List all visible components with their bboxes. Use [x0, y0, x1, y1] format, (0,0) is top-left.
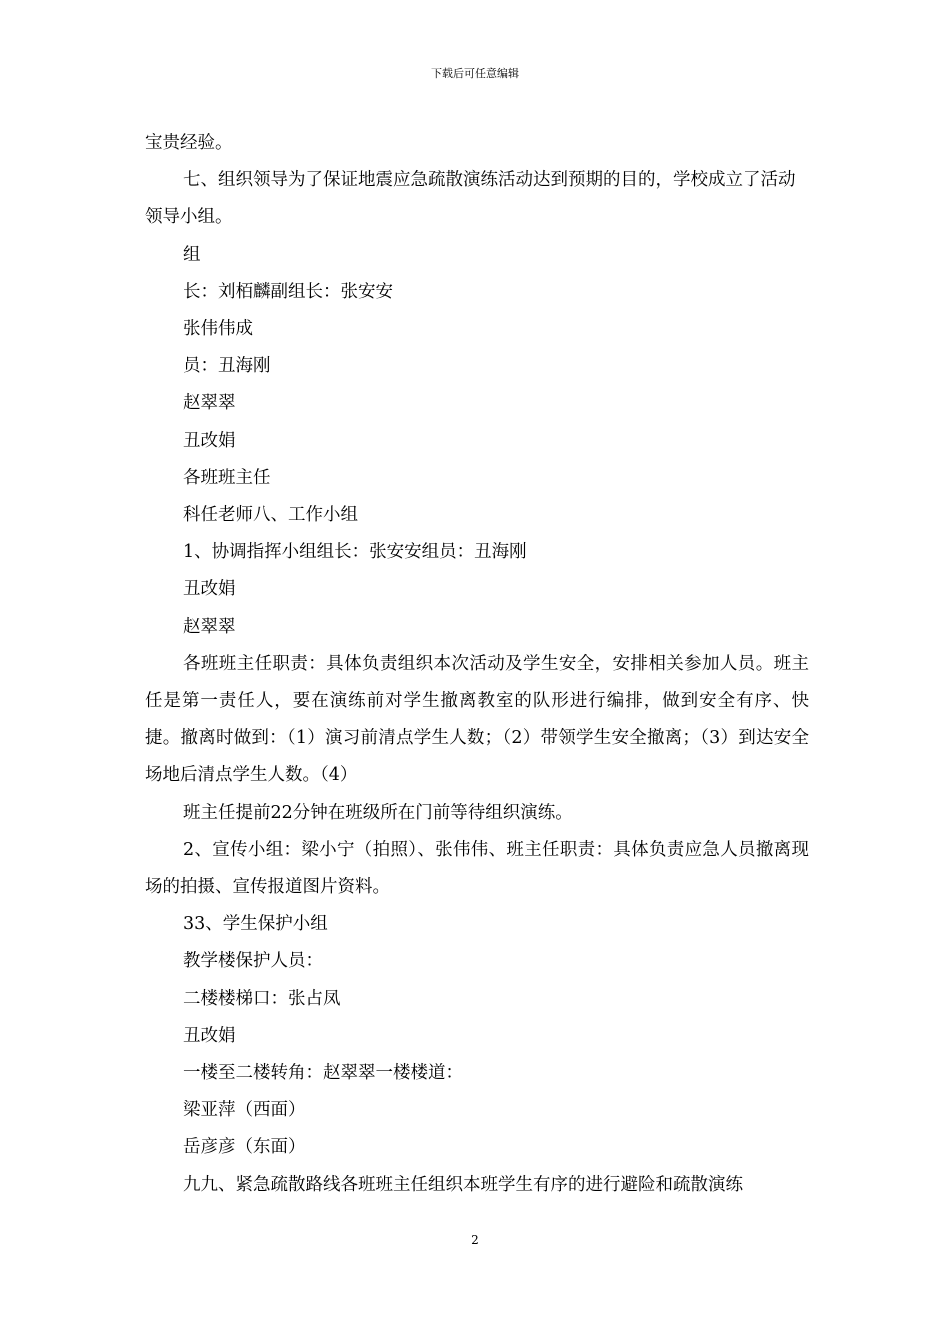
page-number: 2 [471, 1233, 479, 1247]
paragraph: 教学楼保护人员： [183, 951, 323, 972]
document-body [145, 125, 809, 1204]
paragraph: 丑改娟 [183, 1025, 236, 1046]
paragraph: 七、组织领导为了保证地震应急疏散演练活动达到预期的目的，学校成立了活动领导小组。 [145, 170, 796, 228]
paragraph: 丑改娟 [183, 579, 236, 600]
paragraph: 九九、紧急疏散路线各班班主任组织本班学生有序的进行避险和疏散演练 [183, 1174, 743, 1195]
paragraph: 二楼楼梯口：张占凤 [183, 988, 341, 1009]
paragraph: 33、学生保护小组 [183, 914, 328, 935]
paragraph: 组 [183, 244, 201, 265]
paragraph: 长：刘栢麟副组长：张安安 [183, 281, 393, 302]
paragraph: 梁亚萍（西面） [183, 1100, 306, 1121]
paragraph: 各班班主任 [183, 467, 271, 488]
paragraph: 科任老师八、工作小组 [183, 505, 358, 526]
paragraph: 班主任提前22分钟在班级所在门前等待组织演练。 [183, 802, 573, 823]
paragraph: 2、宣传小组：梁小宁（拍照）、张伟伟、班主任职责：具体负责应急人员撤离现场的拍摄、宣传报道图片资料。 [145, 839, 809, 898]
paragraph: 赵翠翠 [183, 393, 236, 414]
paragraph: 各班班主任职责：具体负责组织本次活动及学生安全，安排相关参加人员。班主任是第一责任人，要在演练前对学生撤离教室的队形进行编排，做到安全有序、快捷。撤离时做到：（1）演习前清点学生人数；（2）带领学生安全撤离；（3）到达安全场地后清点学生人数。（4） [145, 653, 809, 786]
paragraph: 赵翠翠 [183, 616, 236, 637]
paragraph: 员：丑海刚 [183, 356, 271, 377]
page-header: 下载后可任意编辑 [431, 67, 519, 80]
paragraph: 1、协调指挥小组组长：张安安组员：丑海刚 [183, 542, 527, 563]
paragraph: 岳彦彦（东面） [183, 1137, 306, 1158]
paragraph: 丑改娟 [183, 430, 236, 451]
paragraph: 一楼至二楼转角：赵翠翠一楼楼道： [183, 1063, 463, 1084]
paragraph: 张伟伟成 [183, 319, 253, 340]
paragraph: 宝贵经验。 [145, 133, 233, 153]
